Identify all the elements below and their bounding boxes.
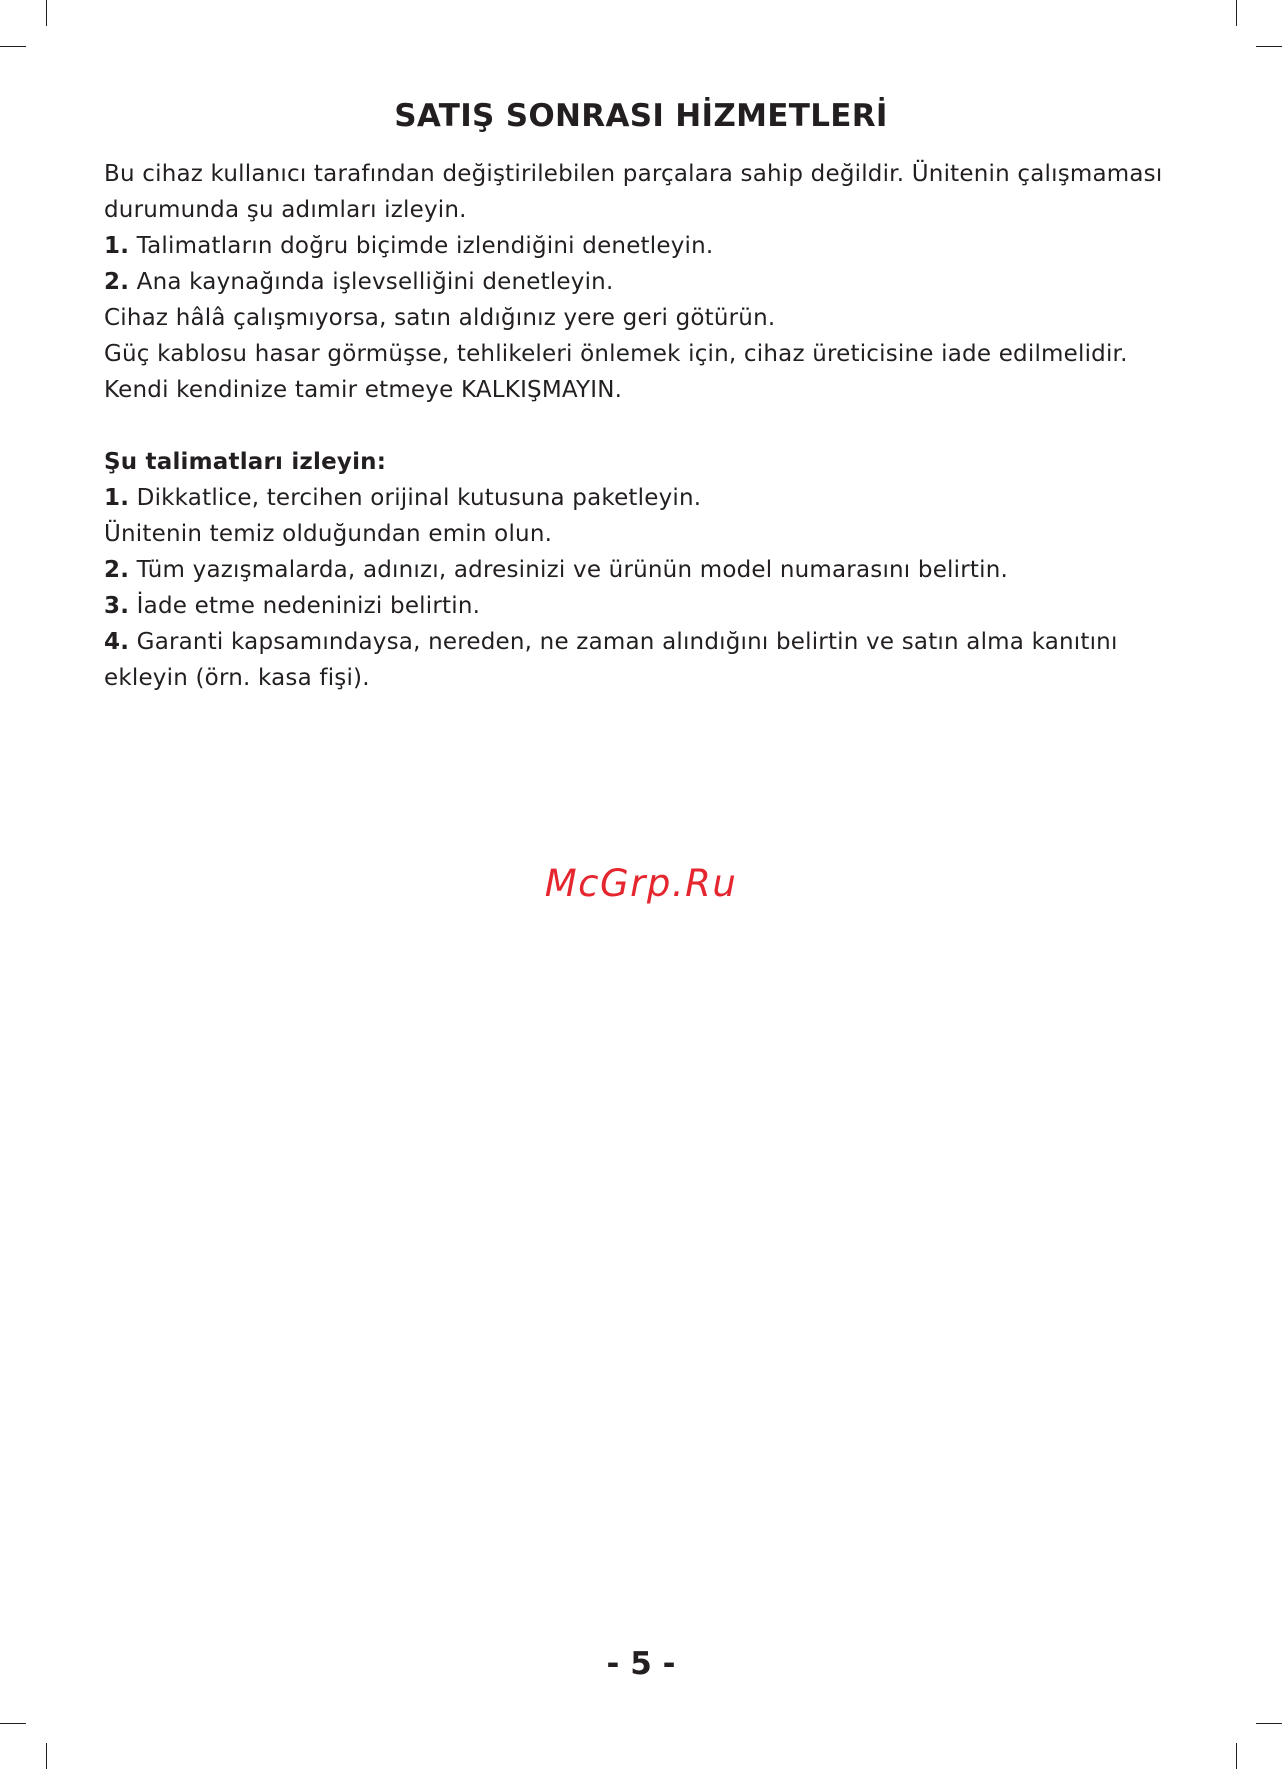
page-number: - 5 - [606,1646,676,1682]
document-body [104,156,1204,696]
step-text: Ana kaynağında işlevselliğini denetleyin. [129,269,614,295]
intro-line: Bu cihaz kullanıcı tarafından değiştirilebilen parçalara sahip değildir. Ünitenin çalışmaması [104,161,1163,187]
step-number: 3. [104,593,130,619]
intro-line: Kendi kendinize tamir etmeye KALKIŞMAYIN. [104,377,623,403]
step-text: Tüm yazışmalarda, adınızı, adresinizi ve ürünün model numarasını belirtin. [129,557,1008,583]
crop-mark-top-right-horizontal [1256,46,1282,47]
crop-mark-top-right-vertical [1236,0,1237,26]
intro-step-1 [104,228,1204,264]
page-title: SATIŞ SONRASI HİZMETLERİ [394,98,888,134]
instruction-step-1-continued: Ünitenin temiz olduğundan emin olun. [104,521,553,547]
step-text: Dikkatlice, tercihen orijinal kutusuna paketleyin. [129,485,702,511]
step-text: Talimatların doğru biçimde izlendiğini denetleyin. [129,233,714,259]
step-number: 2. [104,269,130,295]
intro-line: Güç kablosu hasar görmüşse, tehlikeleri önlemek için, cihaz üreticisine iade edilmelidir. [104,341,1128,367]
watermark: McGrp.Ru [544,862,738,905]
paragraph-gap [104,408,1204,444]
crop-mark-bottom-left-vertical [46,1743,47,1769]
intro-step-2 [104,264,1204,300]
instruction-step-4-continued: ekleyin (örn. kasa fişi). [104,665,370,691]
step-text: Garanti kapsamındaysa, nereden, ne zaman alındığını belirtin ve satın alma kanıtını [129,629,1118,655]
instruction-step-3 [104,588,1204,624]
intro-line: Cihaz hâlâ çalışmıyorsa, satın aldığınız yere geri götürün. [104,305,776,331]
crop-mark-bottom-right-vertical [1236,1743,1237,1769]
instruction-step-2 [104,552,1204,588]
step-number: 4. [104,629,130,655]
instruction-step-1 [104,480,1204,516]
step-text: İade etme nedeninizi belirtin. [129,593,481,619]
step-number: 1. [104,233,130,259]
crop-mark-top-left-vertical [46,0,47,26]
crop-mark-bottom-right-horizontal [1256,1723,1282,1724]
instruction-step-4 [104,624,1204,660]
step-number: 1. [104,485,130,511]
instructions-heading: Şu talimatları izleyin: [104,449,387,475]
crop-mark-bottom-left-horizontal [0,1723,26,1724]
intro-line: durumunda şu adımları izleyin. [104,197,467,223]
crop-mark-top-left-horizontal [0,46,26,47]
step-number: 2. [104,557,130,583]
